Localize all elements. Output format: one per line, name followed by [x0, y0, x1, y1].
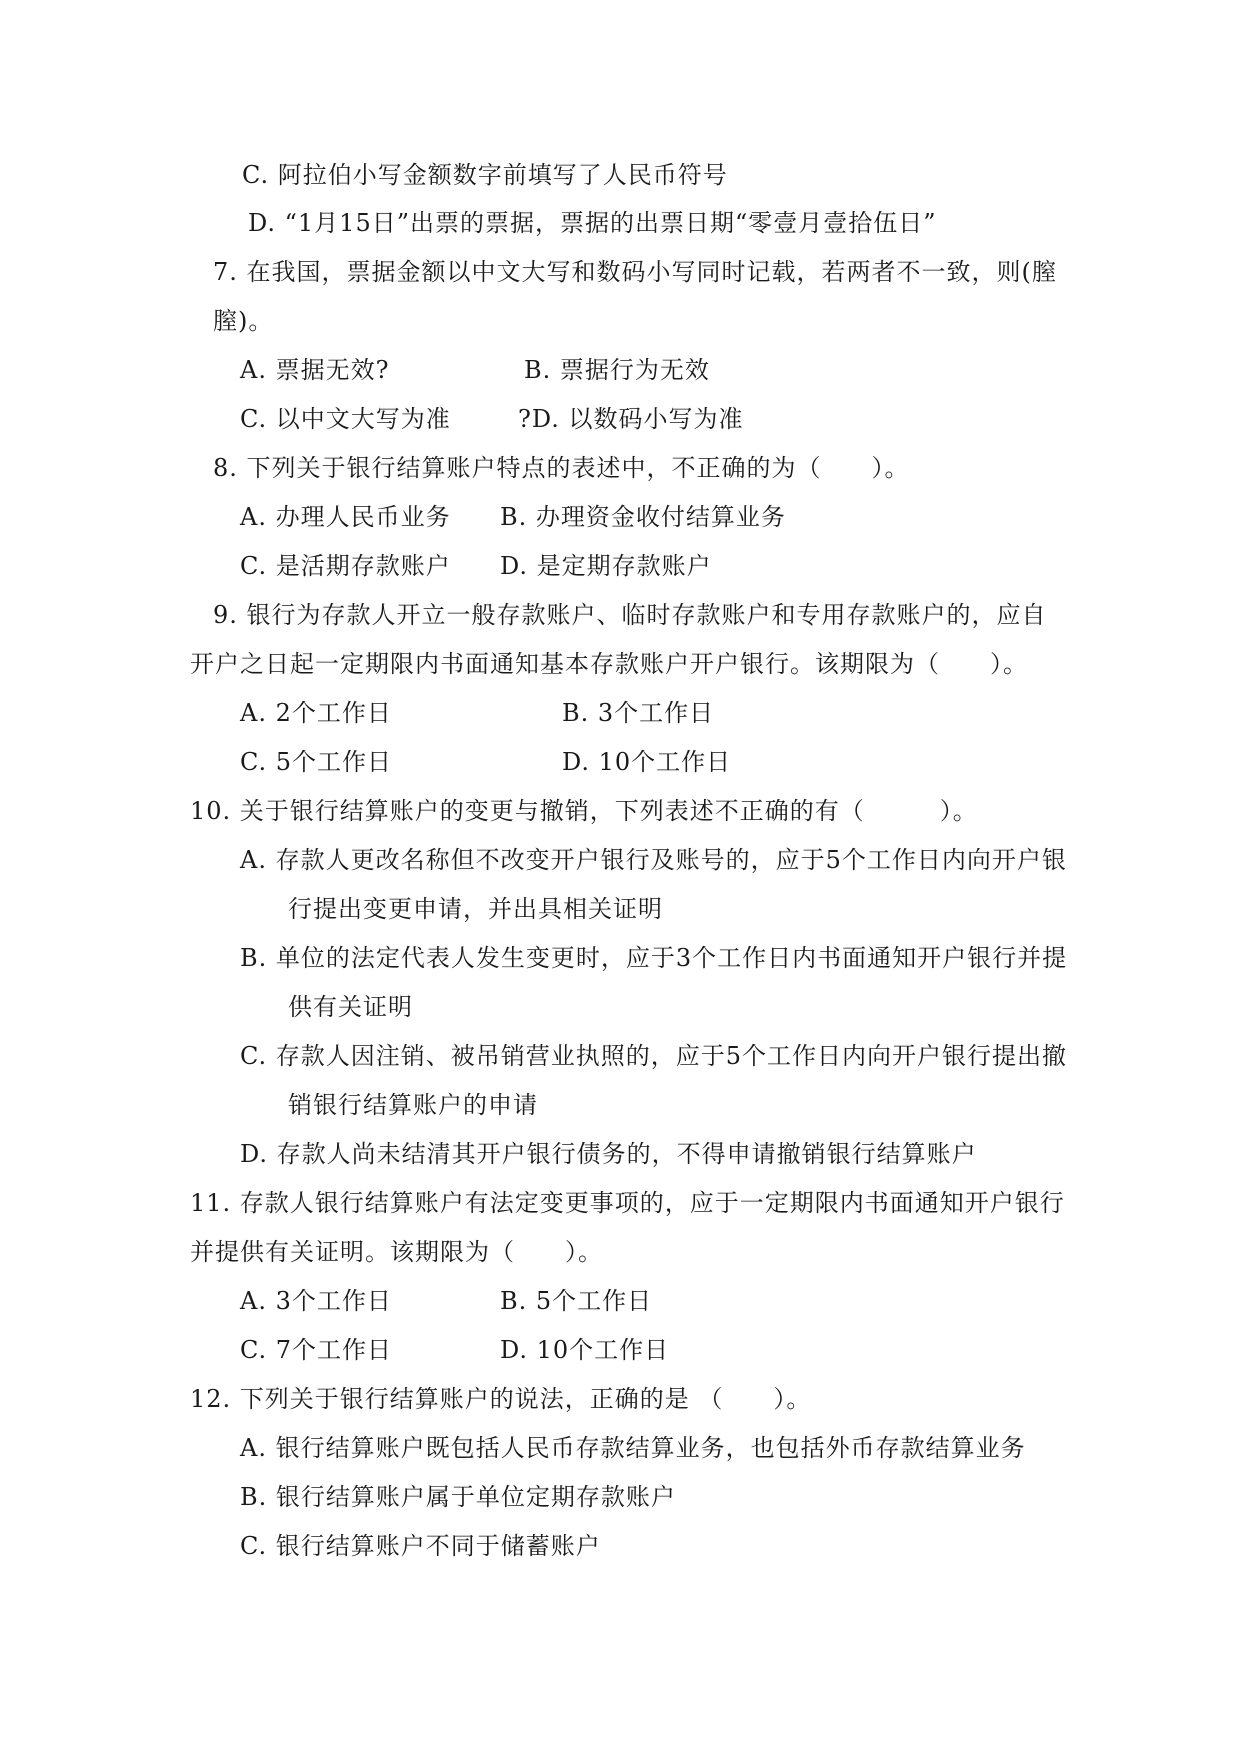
q12-stem: 12. 下列关于银行结算账户的说法，正确的是 （ ）。 — [190, 1385, 812, 1413]
q10-option-c-line1: C. 存款人因注销、被吊销营业执照的，应于5个工作日内向开户银行提出撤 — [240, 1042, 1068, 1070]
q7-option-a: A. 票据无效? — [240, 356, 390, 384]
q11-option-d: D. 10个工作日 — [500, 1336, 670, 1364]
q10-option-a-line1: A. 存款人更改名称但不改变开户银行及账号的，应于5个工作日内向开户银 — [240, 846, 1067, 874]
q7-stem-line1: 7. 在我国，票据金额以中文大写和数码小写同时记载，若两者不一致，则(膣 — [213, 258, 1057, 286]
q10-stem: 10. 关于银行结算账户的变更与撤销，下列表述不正确的有（ ）。 — [190, 797, 978, 825]
q10-option-b-line1: B. 单位的法定代表人发生变更时，应于3个工作日内书面通知开户银行并提 — [240, 944, 1068, 972]
q10-option-d: D. 存款人尚未结清其开户银行债务的，不得申请撤销银行结算账户 — [240, 1140, 977, 1168]
q9-option-c: C. 5个工作日 — [240, 748, 393, 776]
q9-option-a: A. 2个工作日 — [240, 699, 392, 727]
q11-option-b: B. 5个工作日 — [500, 1287, 653, 1315]
q11-option-c: C. 7个工作日 — [240, 1336, 393, 1364]
q8-option-a: A. 办理人民币业务 — [240, 503, 451, 531]
q12-option-b: B. 银行结算账户属于单位定期存款账户 — [240, 1483, 676, 1511]
q7-stem-line2: 膣)。 — [213, 307, 274, 335]
q10-option-c-line2: 销银行结算账户的申请 — [288, 1091, 538, 1119]
q11-stem-line2: 并提供有关证明。该期限为（ ）。 — [190, 1238, 603, 1266]
q9-option-d: D. 10个工作日 — [562, 748, 732, 776]
q11-stem-line1: 11. 存款人银行结算账户有法定变更事项的，应于一定期限内书面通知开户银行 — [190, 1189, 1065, 1217]
q12-option-c: C. 银行结算账户不同于储蓄账户 — [240, 1532, 601, 1560]
q8-stem: 8. 下列关于银行结算账户特点的表述中，不正确的为（ ）。 — [213, 454, 910, 482]
q8-option-b: B. 办理资金收付结算业务 — [500, 503, 786, 531]
q7-option-d: ?D. 以数码小写为准 — [518, 405, 744, 433]
q9-stem-line1: 9. 银行为存款人开立一般存款账户、临时存款账户和专用存款账户的，应自 — [213, 601, 1047, 629]
q9-option-b: B. 3个工作日 — [562, 699, 715, 727]
q7-option-b: B. 票据行为无效 — [524, 356, 710, 384]
q11-option-a: A. 3个工作日 — [240, 1287, 392, 1315]
q8-option-c: C. 是活期存款账户 — [240, 552, 451, 580]
q9-stem-line2: 开户之日起一定期限内书面通知基本存款账户开户银行。该期限为（ ）。 — [190, 650, 1028, 678]
q7-option-c: C. 以中文大写为准 — [240, 405, 451, 433]
q12-option-a: A. 银行结算账户既包括人民币存款结算业务，也包括外币存款结算业务 — [240, 1434, 1026, 1462]
q8-option-d: D. 是定期存款账户 — [500, 552, 712, 580]
q10-option-b-line2: 供有关证明 — [288, 993, 413, 1021]
q6-option-d: D. “1月15日”出票的票据，票据的出票日期“零壹月壹拾伍日” — [248, 209, 937, 237]
q6-option-c: C. 阿拉伯小写金额数字前填写了人民币符号 — [242, 161, 728, 189]
q10-option-a-line2: 行提出变更申请，并出具相关证明 — [288, 895, 663, 923]
